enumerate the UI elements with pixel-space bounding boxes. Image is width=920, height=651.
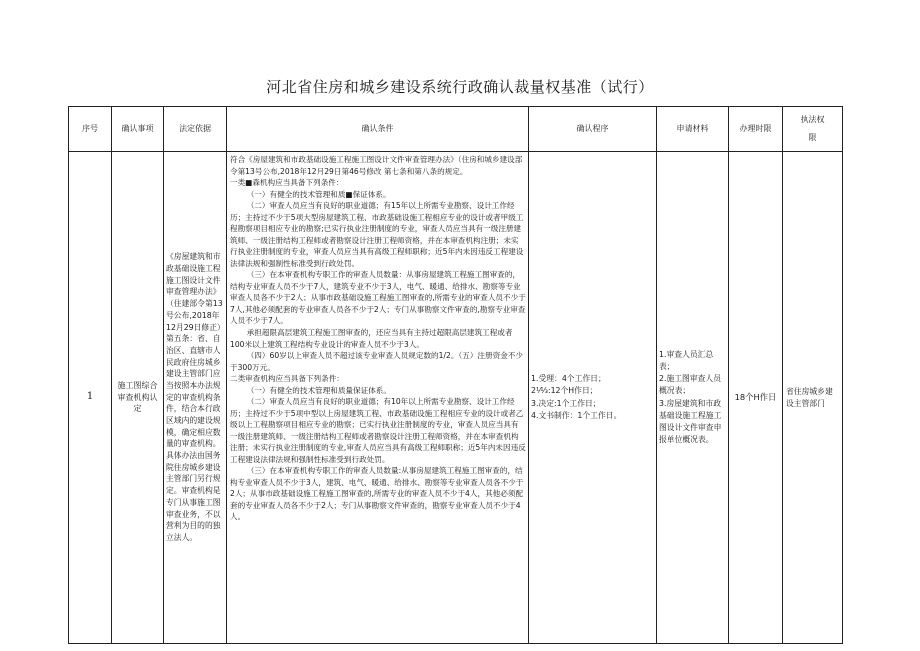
cond-paragraph: （三）在本审查机构专职工作的审查人员数量：从事房屋建筑工程施工图审查的，结构专业审查人员不少于7人，建筑专业不少于3人，电气、暖通、给排水、勘察等专业审查人员各不少于2人；从事市政基础设施工程施工图审查的,所需专业的审查人员不少于7人,其他必须配套的专业审查人员各不少于2人；专门从事勘察文件审查的,勘察专业审查人员不少于7人。	[230, 270, 526, 326]
row-authority: 省住房城乡建设主管部门	[783, 152, 843, 644]
header-authority-line2: 限	[808, 133, 817, 142]
row-item: 施工图综合审查机构认定	[112, 152, 164, 644]
cond-paragraph: 承担超限高层建筑工程施工图审查的，还应当具有主持过超限高层建筑工程或者100米以上建筑工程结构专业设计的审查人员不少于3人。	[230, 327, 513, 349]
row-procedure	[529, 152, 657, 644]
header-item: 确认事项	[112, 107, 164, 152]
row-materials	[657, 152, 729, 644]
cond-paragraph: （一）有健全的技术管理和质量保证体系。	[246, 385, 391, 395]
mat-paragraph: 3.房屋建筑和市政基础设施工程施工图设计文件审查申报单位概况表。	[659, 398, 722, 444]
proc-paragraph: 2⅟⅓:12个H作日；	[531, 386, 598, 396]
header-materials: 申请材料	[657, 107, 729, 152]
header-basis: 法定依据	[164, 107, 227, 152]
header-authority	[783, 107, 843, 152]
row-index: 1	[69, 152, 112, 644]
cond-paragraph: 符合《房屋建筑和市政基础设施工程施工图设计文件审查管理办法》（住房和城乡建设部令第13号公布,2018年12月29日第46号修改 第七条和第八条的规定。	[230, 155, 523, 176]
header-procedure: 确认程序	[529, 107, 657, 152]
header-authority-line1: 执法权	[800, 115, 825, 125]
row-time-limit: 18个H作日	[729, 152, 783, 644]
cond-paragraph: 一类■森机构应当具备下列条件：	[230, 178, 344, 188]
row-basis: 《房屋建筑和市政基础设施工程施工图设计文件审查管理办法》（住建部令第13号公布,2018年12月29日修正）第五条：省、自治区、直辖市人民政府住房城乡建设主管部门应当按照本办法规定的审查机构条件，结合本行政区域内的建设规模，确定相应数量的审查机构。具体办法由国务院住房城乡建设主管部门另行规定。审查机构是专门从事施工图审查业务，不以营利为目的的独立法人。	[164, 152, 227, 644]
mat-paragraph: 1.审查人员汇总表；	[659, 350, 714, 372]
proc-paragraph: 4.文书制作：1个工作日。	[531, 410, 622, 420]
cond-paragraph: （四）60岁以上审查人员不超过该专业审查人员规定数的1/2。（五）注册资金不少于300万元。	[230, 351, 523, 372]
discretion-table	[68, 106, 843, 644]
page-title: 河北省住房和城乡建设系统行政确认裁量权基准（试行）	[266, 78, 654, 96]
cond-paragraph: （二）审查人员应当有良好的职业道德；有10年以上所需专业勘察、设计工作经历；主持过不少于5项中型以上房屋建筑工程、市政基础设施工程相应专业的设计或者乙级以上工程勘察项目相应专业的勘察；已实行执业注册制度的专业，审查人员应当具有一级注册建筑师、一级注册结构工程师或者勘察设计注册工程师资格，并在本审查机构注册；未实行执业注册制度的专业,审查人员应当具有高级工程师职称；近5年内未因违反工程建设法律法规和强制性标准受到行政处罚。	[230, 397, 526, 464]
cond-paragraph: （二）审查人员应当有良好的职业道德；有15年以上所需专业勘察、设计工作经历；主持过不少于5项大型房屋建筑工程、市政基础设施工程相应专业的设计或者甲级工程勘察项目相应专业的勘察;已实行执业注册制度的专业，审查人员应当具有一级注册建筑师、一级注册结构工程师或者勘察设计注册工程师资格，并在本审查机构注册；未实行执业注册制度的专业，审查人员应当具有高级工程师职称；近5年内未因违反工程建设法律法规和强制性标准受到行政处罚。	[230, 201, 524, 268]
row-conditions	[227, 152, 529, 644]
cond-paragraph: （三）在本审查机构专职工作的审查人员数量:从事房屋建筑工程施工图审查的，结构专业审查人员不少于3人，建筑、电气、暖通、给排水、勘察等专业审查人员各不少于2人；从事市政基础设施工程施工图审查的,所需专业的审查人员不少于4人，其他必须配套的专业审查人员各不少于2人；专门从事勘察文件审查的，勘察专业审查人员不少于4人。	[230, 466, 524, 522]
header-row	[69, 107, 843, 152]
table-row	[69, 152, 843, 644]
proc-paragraph: 3.决定:1个工作日；	[531, 398, 601, 408]
cond-paragraph: 二类审查机构应当具备下列条件：	[230, 374, 344, 384]
header-time-limit: 办理时限	[729, 107, 783, 152]
mat-paragraph: 2.施工图审查人员概况表；	[659, 374, 722, 396]
cond-paragraph: （一）有健全的技术管理和质■保证体系。	[246, 189, 391, 199]
proc-paragraph: 1.受理：4个工作日；	[531, 374, 606, 384]
header-index: 序号	[69, 107, 112, 152]
header-conditions: 确认条件	[227, 107, 529, 152]
